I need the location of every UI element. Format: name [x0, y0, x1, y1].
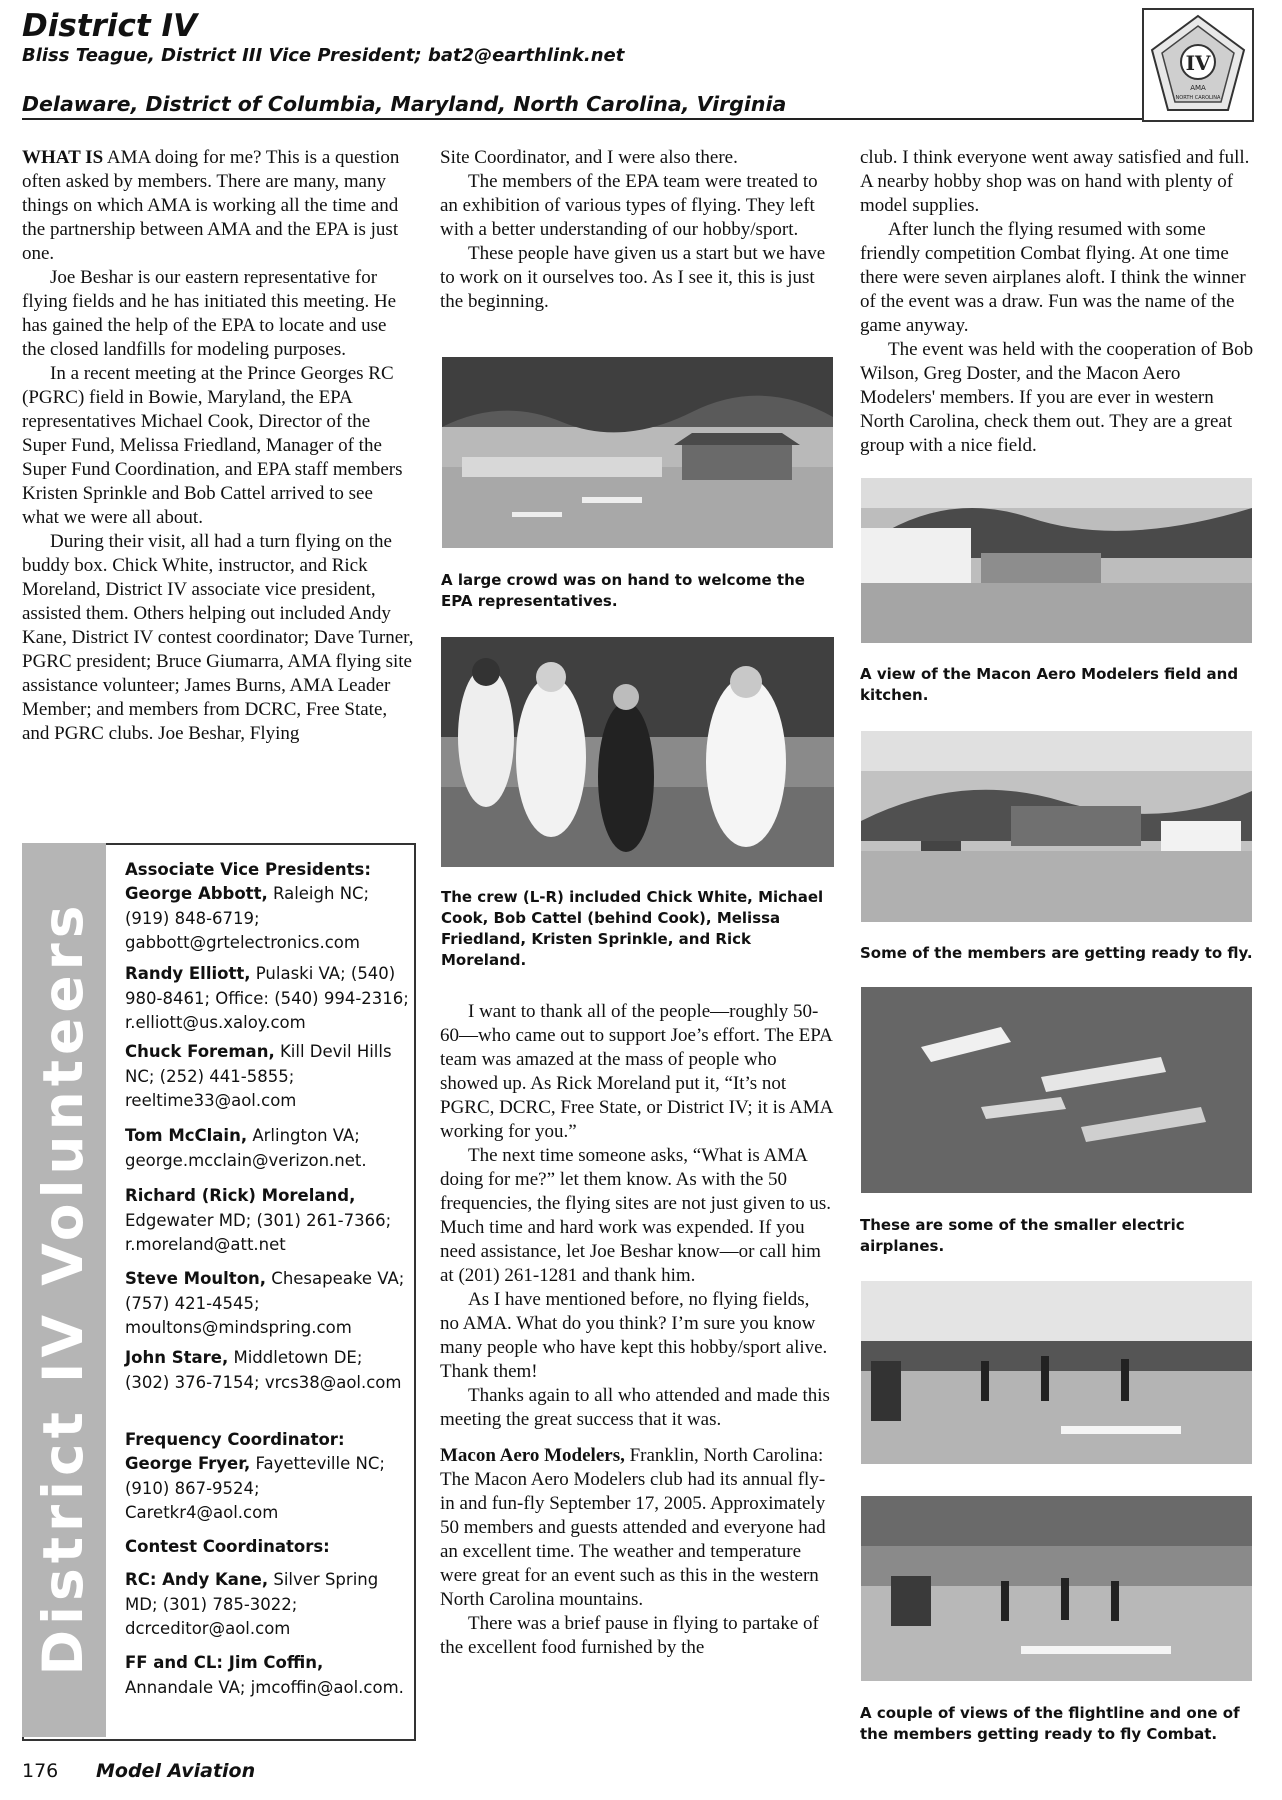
paragraph: club. I think everyone went away satisfied and full. A nearby hobby shop was on hand with plenty of model supplies. — [860, 147, 1250, 216]
volunteer-entry: John Stare, Middletown DE; (302) 376-7154; vrcs38@aol.com — [125, 1348, 402, 1392]
volunteer-entry: Richard (Rick) Moreland, Edgewater MD; (301) 261-7366; r.moreland@att.net — [125, 1186, 392, 1254]
volunteers-band-title: District IV Volunteers — [31, 900, 95, 1676]
lead-in: WHAT IS — [22, 147, 104, 168]
lead-in: Macon Aero Modelers, — [440, 1445, 625, 1466]
volunteer-heading: Associate Vice Presidents: — [125, 860, 371, 879]
photo-members-ready — [861, 731, 1252, 922]
flightline-photo-2-image — [861, 1496, 1252, 1681]
article-column-1: WHAT IS AMA doing for me? This is a question often asked by members. There are many, many things on which AMA is working all the time and the partnership between AMA and the EPA is just one. Joe Beshar is our eastern representative for flying fields and he has initiated this meeting. He has gained the help of the EPA to locate and use the closed landfills for modeling purposes. In a recent meeting at the Prince Georges RC (PGRC) field in Bowie, Maryland, the EPA representatives Michael Cook, Director of the Super Fund, Melissa Friedland, Manager of the Super Fund Coordination, and EPA staff members Kristen Sprinkle and Bob Cattel arrived to see what we were all about. During their visit, all had a turn flying on the buddy box. Chick White, instructor, and Rick Moreland, District IV associate vice president, assisted them. Others helping out included Andy Kane, District IV contest coordinator; Dave Turner, PGRC president; Bruce Giumarra, AMA flying site assistance volunteer; James Burns, AMA Leader Member; and members from DCRC, Free State, and PGRC clubs. Joe Beshar, Flying — [22, 147, 414, 744]
paragraph: In a recent meeting at the Prince Georges RC (PGRC) field in Bowie, Maryland, the EPA representatives Michael Cook, Director of the Super Fund, Melissa Friedland, Manager of the Super Fund Coordination, and EPA staff members Kristen Sprinkle and Bob Cattel arrived to see what we were all about. — [22, 363, 403, 528]
photo-macon-field-kitchen — [861, 478, 1252, 643]
article-column-3 — [860, 146, 1260, 458]
svg-text:NORTH CAROLINA: NORTH CAROLINA — [1175, 95, 1221, 101]
paragraph: During their visit, all had a turn flying on the buddy box. Chick White, instructor, and Rick Moreland, District IV associate vice president, assisted them. Others helping out included Andy Kane, District IV contest coordinator; Dave Turner, PGRC president; Bruce Giumarra, AMA flying site assistance volunteer; James Burns, AMA Leader Member; and members from DCRC, Free State, and PGRC clubs. Joe Beshar, Flying — [22, 531, 414, 744]
paragraph: These people have given us a start but we have to work on it ourselves too. As I see it, this is just the beginning. — [440, 243, 826, 312]
field-kitchen-photo-image — [861, 478, 1252, 643]
header-rule — [22, 118, 1152, 120]
magazine-name: Model Aviation — [96, 1760, 256, 1782]
volunteer-entry: Chuck Foreman, Kill Devil Hills NC; (252) 441-5855; reeltime33@aol.com — [125, 1042, 392, 1110]
volunteer-entry: George Fryer, Fayetteville NC; (910) 867-9524; Caretkr4@aol.com — [125, 1454, 385, 1522]
photo-electric-airplanes — [861, 987, 1252, 1193]
photo-caption: A view of the Macon Aero Modelers field and kitchen. — [860, 665, 1239, 704]
paragraph: The next time someone asks, “What is AMA doing for me?” let them know. As with the 50 frequencies, the flying sites are not just given to us. Much time and hard work was expended. If you need assistance, let Joe Beshar know—or call him at (201) 261-1281 and thank him. — [440, 1145, 831, 1286]
paragraph: Site Coordinator, and I were also there. — [440, 147, 738, 168]
photo-caption: A large crowd was on hand to welcome the EPA representatives. — [441, 571, 805, 610]
photo-caption: The crew (L-R) included Chick White, Michael Cook, Bob Cattel (behind Cook), Melissa Friedland, Kristen Sprinkle, and Rick Moreland. — [441, 888, 824, 969]
svg-text:IV: IV — [1185, 51, 1211, 75]
paragraph: The event was held with the cooperation of Bob Wilson, Greg Doster, and the Macon Aero Modelers' members. If you are ever in western North Carolina, check them out. They are a great group with a nice field. — [860, 339, 1254, 456]
volunteer-entry: FF and CL: Jim Coffin, Annandale VA; jmcoffin@aol.com. — [125, 1653, 404, 1697]
paragraph: I want to thank all of the people—roughly 50-60—who came out to support Joe’s effort. The EPA team was amazed at the mass of people who showed up. As Rick Moreland put it, “It’s not PGRC, DCRC, Free State, or District IV; it is AMA working for you.” — [440, 1001, 833, 1142]
svg-text:AMA: AMA — [1190, 84, 1206, 92]
photo-flightline-2 — [861, 1496, 1252, 1681]
article-column-2-top — [440, 146, 833, 314]
photo-epa-crew — [441, 637, 834, 867]
volunteer-heading: Contest Coordinators: — [125, 1537, 330, 1556]
paragraph: The members of the EPA team were treated to an exhibition of various types of flying. They left with a better understanding of our hobby/sport. — [440, 171, 818, 240]
photo-crowd-at-field — [442, 357, 833, 548]
paragraph: There was a brief pause in flying to partake of the excellent food furnished by the — [440, 1613, 819, 1658]
electric-airplanes-photo-image — [861, 987, 1252, 1193]
members-photo-image — [861, 731, 1252, 922]
states-line: Delaware, District of Columbia, Maryland, North Carolina, Virginia — [22, 92, 787, 116]
paragraph: After lunch the flying resumed with some friendly competition Combat flying. At one time there were seven airplanes aloft. I think the winner of the event was a draw. Fun was the name of the game anyway. — [860, 219, 1246, 336]
volunteer-entry: RC: Andy Kane, Silver Spring MD; (301) 785-3022; dcrceditor@aol.com — [125, 1570, 379, 1638]
article-column-2-bottom: I want to thank all of the people—roughly 50-60—who came out to support Joe’s effort. The EPA team was amazed at the mass of people who showed up. As Rick Moreland put it, “It’s not PGRC, DCRC, Free State, or District IV; it is AMA working for you.” The next time someone asks, “What is AMA doing for me?” let them know. As with the 50 frequencies, the flying sites are not just given to us. Much time and hard work was expended. If you need assistance, let Joe Beshar know—or call him at (201) 261-1281 and thank him. As I have mentioned before, no flying fields, no AMA. What do you think? I’m sure you know many people who have kept this hobby/sport alive. Thank them! Thanks again to all who attended and made this meeting the great success that it was. Macon Aero Modelers, Franklin, North Carolina: The Macon Aero Modelers club had its annual fly-in and fun-fly September 17, 2005. Approximately 50 members and guests attended and everyone had an excellent time. The weather and temperature were great for an event such as this in the western North Carolina mountains. There was a brief pause in flying to partake of the excellent food furnished by the — [440, 1001, 833, 1658]
volunteer-entry: George Abbott, Raleigh NC; (919) 848-6719; gabbott@grtelectronics.com — [125, 884, 370, 952]
flightline-photo-1-image — [861, 1281, 1252, 1464]
crew-photo-image — [441, 637, 834, 867]
page-number: 176 — [22, 1760, 59, 1782]
volunteer-entry: Randy Elliott, Pulaski VA; (540) 980-8461; Office: (540) 994-2316; r.elliott@us.xaloy.com — [125, 964, 409, 1032]
photo-caption: Some of the members are getting ready to fly. — [860, 944, 1253, 962]
paragraph: Thanks again to all who attended and made this meeting the great success that it was. — [440, 1385, 830, 1430]
volunteer-entry: Steve Moulton, Chesapeake VA; (757) 421-4545; moultons@mindspring.com — [125, 1269, 405, 1337]
paragraph: Joe Beshar is our eastern representative for flying fields and he has initiated this meeting. He has gained the help of the EPA to locate and use the closed landfills for modeling purposes. — [22, 267, 397, 360]
volunteer-entry: Tom McClain, Arlington VA; george.mcclain@verizon.net. — [125, 1126, 367, 1170]
volunteer-heading: Frequency Coordinator: — [125, 1430, 345, 1449]
paragraph: As I have mentioned before, no flying fields, no AMA. What do you think? I’m sure you know many people who have kept this hobby/sport alive. Thank them! — [440, 1289, 828, 1382]
district-logo — [1142, 8, 1254, 122]
ama-district-emblem-icon — [1144, 10, 1252, 120]
photo-caption: A couple of views of the flightline and one of the members getting ready to fly Combat. — [860, 1704, 1240, 1743]
photo-caption: These are some of the smaller electric airplanes. — [860, 1216, 1185, 1255]
crowd-photo-image — [442, 357, 833, 548]
photo-flightline-1 — [861, 1281, 1252, 1464]
vice-president-line: Bliss Teague, District III Vice President; bat2@earthlink.net — [22, 45, 625, 66]
page-title: District IV — [22, 8, 198, 44]
